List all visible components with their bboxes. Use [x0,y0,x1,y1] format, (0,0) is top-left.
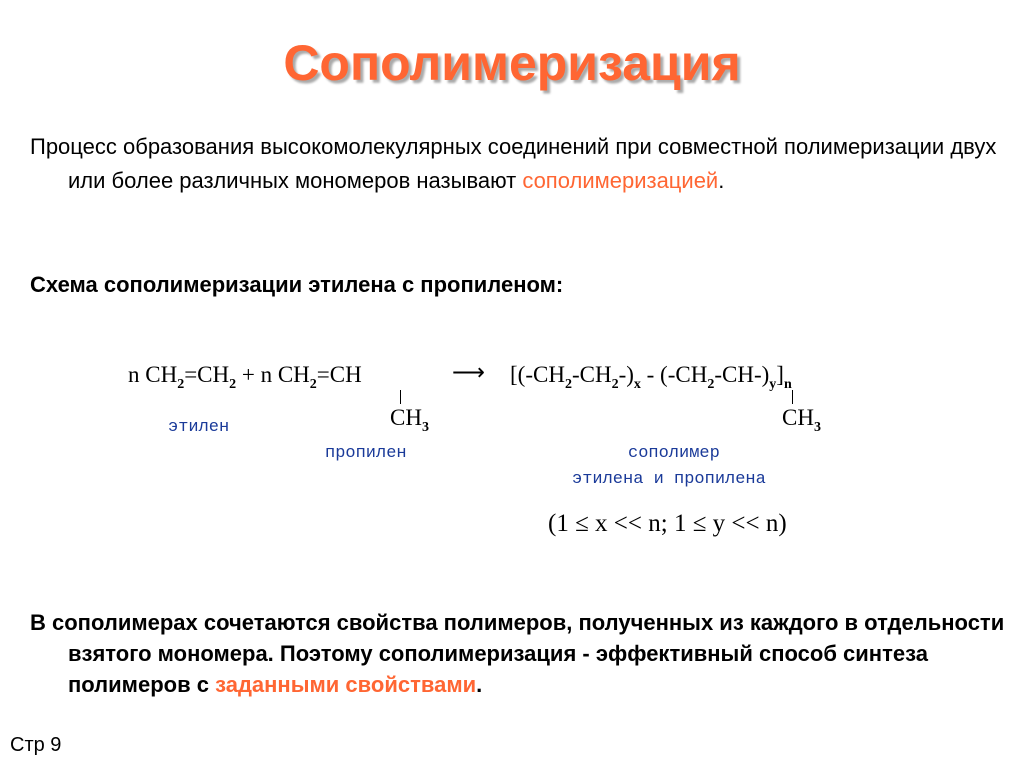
product-part: -) [618,362,634,387]
page-number: Стр 9 [10,734,62,756]
methyl-text: CH [782,405,814,430]
reaction-arrow: ⟶ [452,360,485,385]
product-formula [510,362,792,393]
definition-highlight: сополимеризацией [522,168,719,193]
subscript: 2 [229,377,237,392]
subscript: 3 [421,420,429,435]
product-part: -CH [571,362,612,387]
label-copolymer-line2: этилена и пропилена [572,470,766,489]
reactant-propylene-start: + n CH [236,362,310,387]
conclusion-paragraph [30,607,1024,700]
definition-paragraph [30,130,1024,198]
methyl-group-product [782,405,821,436]
product-part: ] [776,362,784,387]
subscript: 2 [177,377,185,392]
reactant-ethylene-start: n CH [128,362,178,387]
condition: (1 ≤ x << n; 1 ≤ y << n) [548,510,787,537]
label-copolymer-line1: сополимер [628,444,720,463]
methyl-text: CH [390,405,422,430]
slide-title: Сополимеризация [283,35,741,91]
subscript: 2 [564,377,572,392]
conclusion-highlight: заданными свойствами [215,672,477,697]
methyl-group-reactant [390,405,429,436]
reactant-ethylene-mid: =CH [184,362,230,387]
conclusion-text: В сополимерах сочетаются свойства полимеров, полученных из каждого в отдельности взятого мономера. Поэтому сополимеризация - эффективный способ синтеза полимеров с [30,610,1005,697]
subscript-n: n [783,377,792,392]
bond-line [792,390,793,404]
product-part: [(-CH [510,362,565,387]
subscript: 2 [309,377,317,392]
subscript: 2 [611,377,619,392]
scheme-heading: Схема сополимеризации этилена с пропиленом: [30,272,564,297]
label-propylene: пропилен [325,444,407,463]
subscript: 3 [813,420,821,435]
product-part: - (-CH [640,362,708,387]
product-part: -CH-) [714,362,770,387]
subscript: 2 [707,377,715,392]
subscript-x: x [633,377,641,392]
reaction-equation [128,362,362,393]
conclusion-end: . [476,672,483,697]
definition-text: Процесс образования высокомолекулярных соединений при совместной полимеризации двух или более различных мономеров называют [30,134,997,193]
bond-line [400,390,401,404]
subscript-y: y [769,377,777,392]
definition-end: . [718,168,725,193]
label-ethylene: этилен [168,418,230,437]
reactant-propylene-end: =CH [316,362,362,387]
